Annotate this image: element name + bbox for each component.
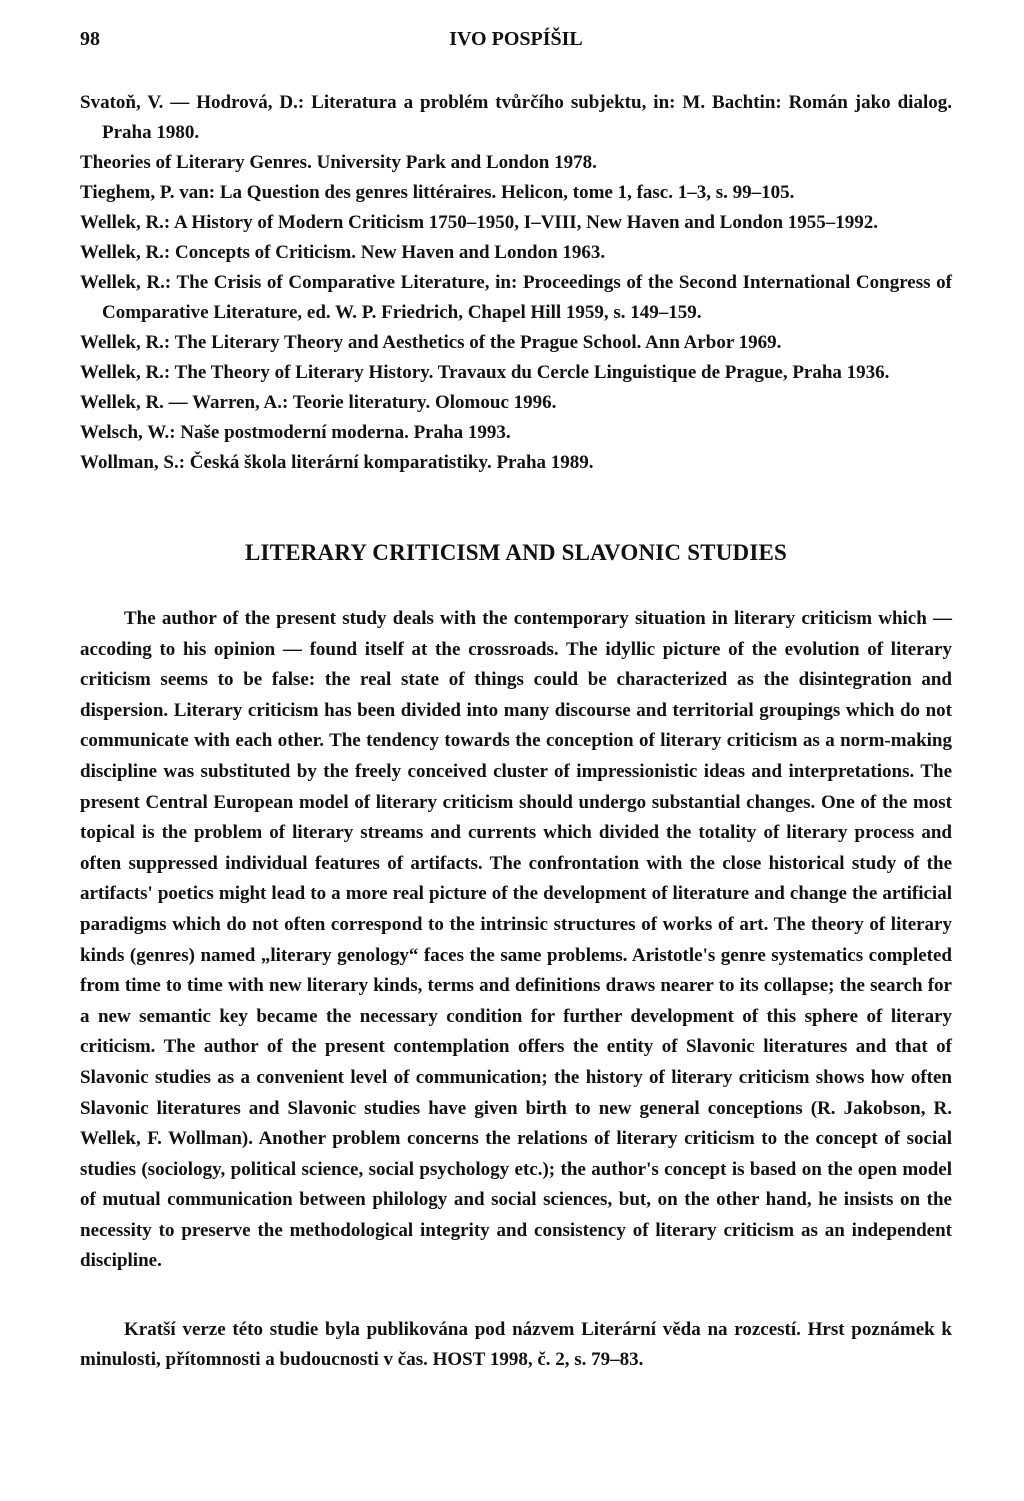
reference-item: Wellek, R.: The Literary Theory and Aesthetics of the Prague School. Ann Arbor 1969. (80, 332, 782, 353)
reference-item: Wellek, R.: A History of Modern Criticism 1750–1950, I–VIII, New Haven and London 1955–1992. (80, 212, 879, 233)
reference-list (80, 88, 952, 478)
reference-item: Wellek, R.: The Crisis of Comparative Literature, in: Proceedings of the Second International Congress of Comparative Literature, ed. W. P. Friedrich, Chapel Hill 1959, s. 149–159. (80, 272, 952, 323)
page-number: 98 (80, 28, 100, 50)
section-title: LITERARY CRITICISM AND SLAVONIC STUDIES (244, 540, 788, 565)
abstract-paragraph: The author of the present study deals with the contemporary situation in literary criticism which — accoding to his opinion — found itself at the crossroads. The idyllic picture of the evolution of literary criticism seems to be false: the real state of things could be characterized as the disintegration and dispersion. Literary criticism has been divided into many discourse and territorial groupings which do not communicate with each other. The tendency towards the conception of literary criticism as a norm-making discipline was substituted by the freely conceived cluster of impressionistic ideas and interpretations. The present Central European model of literary criticism should undergo substantial changes. One of the most topical is the problem of literary streams and currents which divided the totality of literary process and often suppressed individual features of artifacts. The confrontation with the close historical study of the artifacts' poetics might lead to a more real picture of the development of literature and change the artificial paradigms which do not often correspond to the intrinsic structures of works of art. The theory of literary kinds (genres) named „literary genology“ faces the same problems. Aristotle's genre systematics completed from time to time with new literary kinds, terms and definitions draws nearer to its collapse; the search for a new semantic key became the necessary condition for further development of this sphere of literary criticism. The author of the present contemplation offers the entity of Slavonic literatures and that of Slavonic studies as a convenient level of communication; the history of literary criticism shows how often Slavonic literatures and Slavonic studies have given birth to new general conceptions (R. Jakobson, R. Wellek, F. Wollman). Another problem concerns the relations of literary criticism to the concept of social studies (sociology, political science, social psychology etc.); the author's concept is based on the open model of mutual communication between philology and social sciences, but, on the other hand, he insists on the necessity to preserve the methodological integrity and consistency of literary criticism as an independent discipline. (80, 608, 952, 1272)
reference-item: Svatoň, V. — Hodrová, D.: Literatura a problém tvůrčího subjektu, in: M. Bachtin: Román jako dialog. Praha 1980. (80, 92, 952, 143)
reference-item: Wollman, S.: Česká škola literární komparatistiky. Praha 1989. (80, 452, 594, 473)
running-head (80, 28, 952, 62)
page (80, 28, 952, 1394)
reference-item: Tieghem, P. van: La Question des genres littéraires. Helicon, tome 1, fasc. 1–3, s. 99–105. (80, 182, 795, 203)
reference-item: Wellek, R.: The Theory of Literary History. Travaux du Cercle Linguistique de Prague, Praha 1936. (80, 362, 890, 383)
running-head-author: IVO POSPÍŠIL (449, 28, 583, 50)
reference-item: Wellek, R. — Warren, A.: Teorie literatury. Olomouc 1996. (80, 392, 557, 413)
reference-item: Theories of Literary Genres. University Park and London 1978. (80, 152, 597, 173)
publication-note: Kratší verze této studie byla publikována pod názvem Literární věda na rozcestí. Hrst poznámek k minulosti, přítomnosti a budoucnosti v čas. HOST 1998, č. 2, s. 79–83. (80, 1319, 952, 1371)
reference-item: Wellek, R.: Concepts of Criticism. New Haven and London 1963. (80, 242, 606, 263)
reference-item: Welsch, W.: Naše postmoderní moderna. Praha 1993. (80, 422, 511, 443)
